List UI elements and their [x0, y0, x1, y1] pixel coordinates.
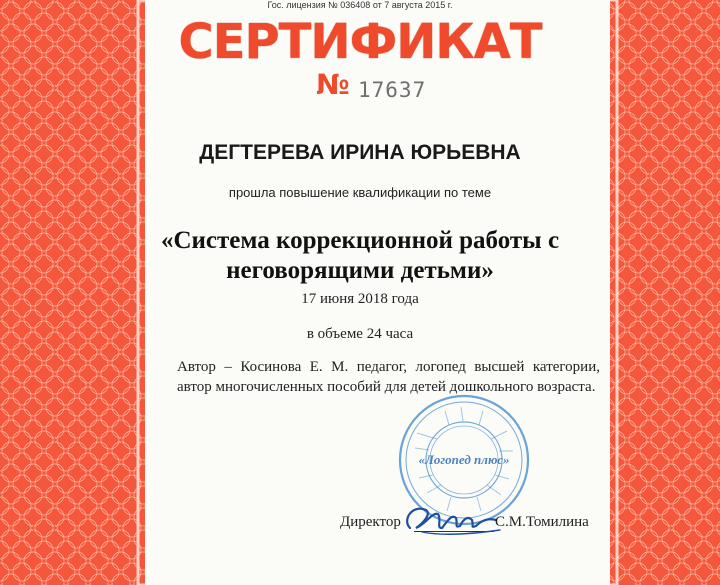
- recipient-name: ДЕГТЕРЕВА ИРИНА ЮРЬЕВНА: [199, 141, 521, 164]
- course-topic: [0, 226, 720, 286]
- course-volume: в объеме 24 часа: [306, 326, 414, 342]
- certificate-title: СЕРТИФИКАТ: [178, 14, 542, 70]
- director-name: С.М.Томилина: [495, 514, 589, 530]
- topic-line-1: «Система коррекционной работы с: [160, 227, 560, 254]
- qualification-text: прошла повышение квалификации по теме: [228, 185, 492, 200]
- topic-line-2: неговорящими детьми»: [226, 257, 494, 284]
- license-text: Гос. лицензия № 036408 от 7 августа 2015 г.: [267, 0, 453, 10]
- course-date: 17 июня 2018 года: [301, 291, 419, 307]
- certificate-number: 17637: [358, 78, 427, 102]
- author-text: Автор – Косинова Е. М. педагог, логопед высшей категории, автор многочисленных пособий для детей дошкольного возраста.: [177, 359, 600, 395]
- number-sign: №: [316, 68, 350, 101]
- seal-text: «Логопед плюс»: [418, 452, 510, 467]
- director-label: Директор: [340, 514, 401, 530]
